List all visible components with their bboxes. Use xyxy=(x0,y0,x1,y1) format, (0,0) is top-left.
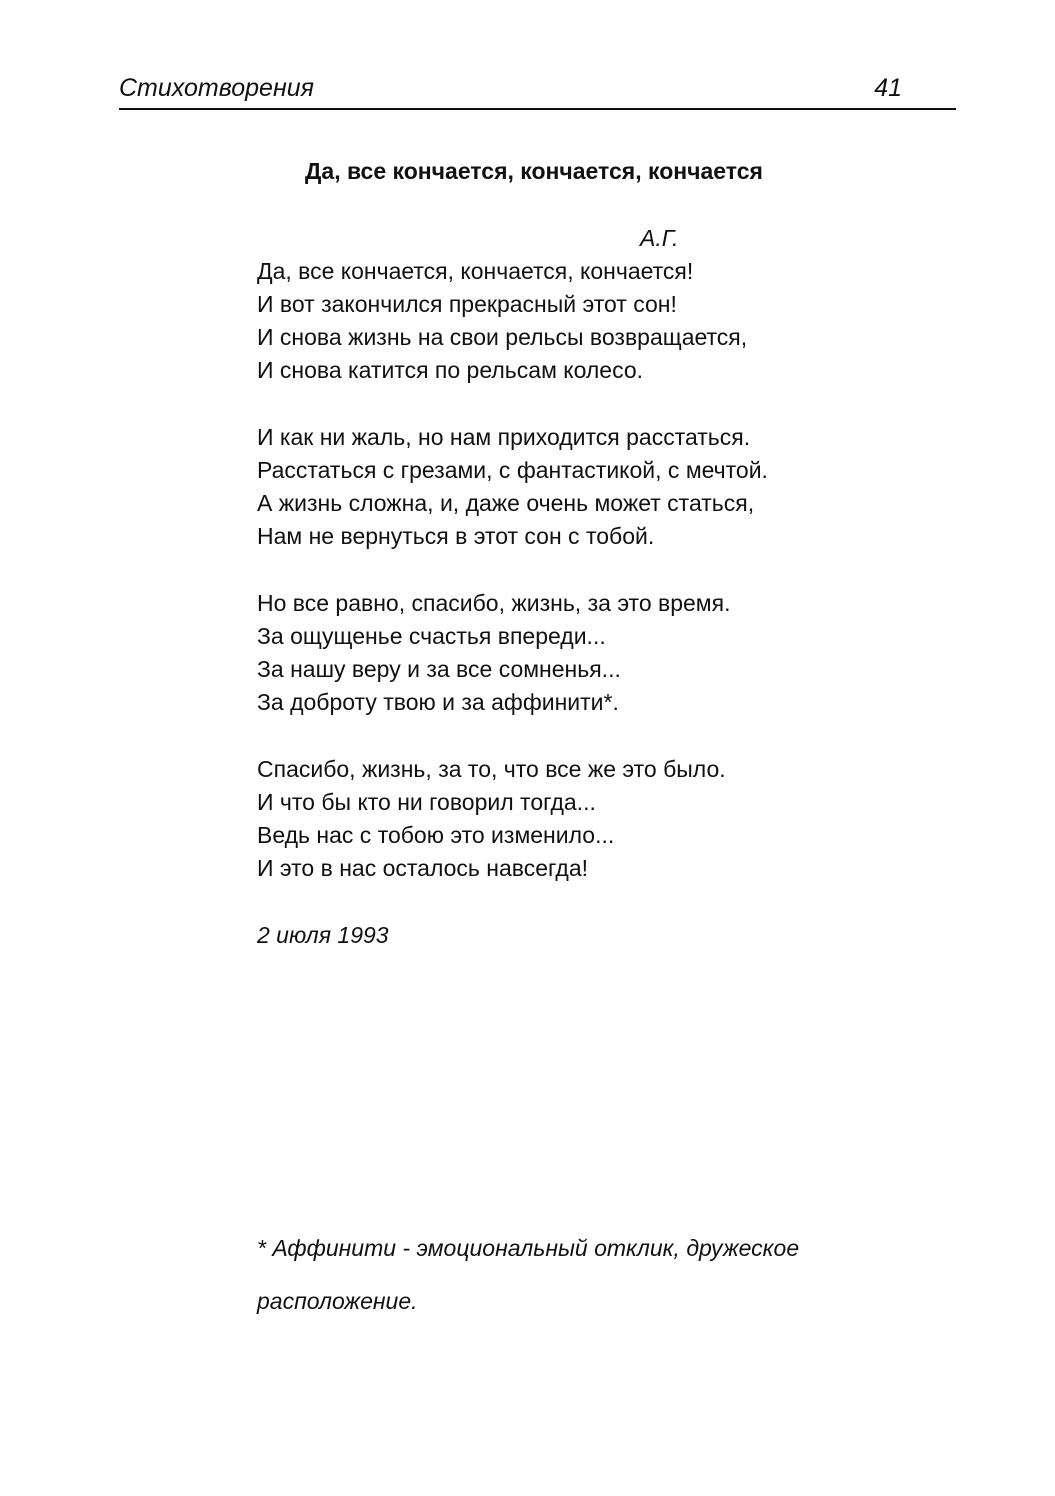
poem-line: И снова жизнь на свои рельсы возвращается, xyxy=(257,324,748,350)
poem-body xyxy=(257,255,897,919)
page-number: 41 xyxy=(874,74,902,102)
poem-line: И вот закончился прекрасный этот сон! xyxy=(257,291,677,317)
footnote-line: * Аффинити - эмоциональный отклик, дружеское xyxy=(257,1235,800,1261)
poem-line: Расстаться с грезами, с фантастикой, с мечтой. xyxy=(257,457,768,483)
footnote-line: расположение. xyxy=(257,1288,418,1314)
poem-line: Но все равно, спасибо, жизнь, за это время. xyxy=(257,590,731,616)
poem-line: Нам не вернуться в этот сон с тобой. xyxy=(257,523,655,549)
running-title: Стихотворения xyxy=(119,74,314,102)
poem-line: За нашу веру и за все сомненья... xyxy=(257,656,621,682)
poem-line: За ощущенье счастья впереди... xyxy=(257,623,606,649)
poem-line: Спасибо, жизнь, за то, что все же это было. xyxy=(257,756,726,782)
poem-line: А жизнь сложна, и, даже очень может статься, xyxy=(257,490,755,516)
poem-title: Да, все кончается, кончается, кончается xyxy=(305,158,763,184)
poem-line: И что бы кто ни говорил тогда... xyxy=(257,789,596,815)
poem-line: Да, все кончается, кончается, кончается! xyxy=(257,258,694,284)
poem-line: И снова катится по рельсам колесо. xyxy=(257,357,644,383)
poem-line: За доброту твою и за аффинити*. xyxy=(257,689,619,715)
poem-line: И как ни жаль, но нам приходится расстаться. xyxy=(257,424,751,450)
running-header xyxy=(119,70,956,110)
footnote xyxy=(257,1232,897,1317)
poem-date: 2 июля 1993 xyxy=(257,922,389,948)
stanza xyxy=(257,421,897,553)
poem-line: И это в нас осталось навсегда! xyxy=(257,855,589,881)
poem-dedication: А.Г. xyxy=(640,225,679,251)
poem-line: Ведь нас с тобою это изменило... xyxy=(257,822,615,848)
stanza xyxy=(257,753,897,885)
stanza xyxy=(257,255,897,387)
stanza xyxy=(257,587,897,719)
